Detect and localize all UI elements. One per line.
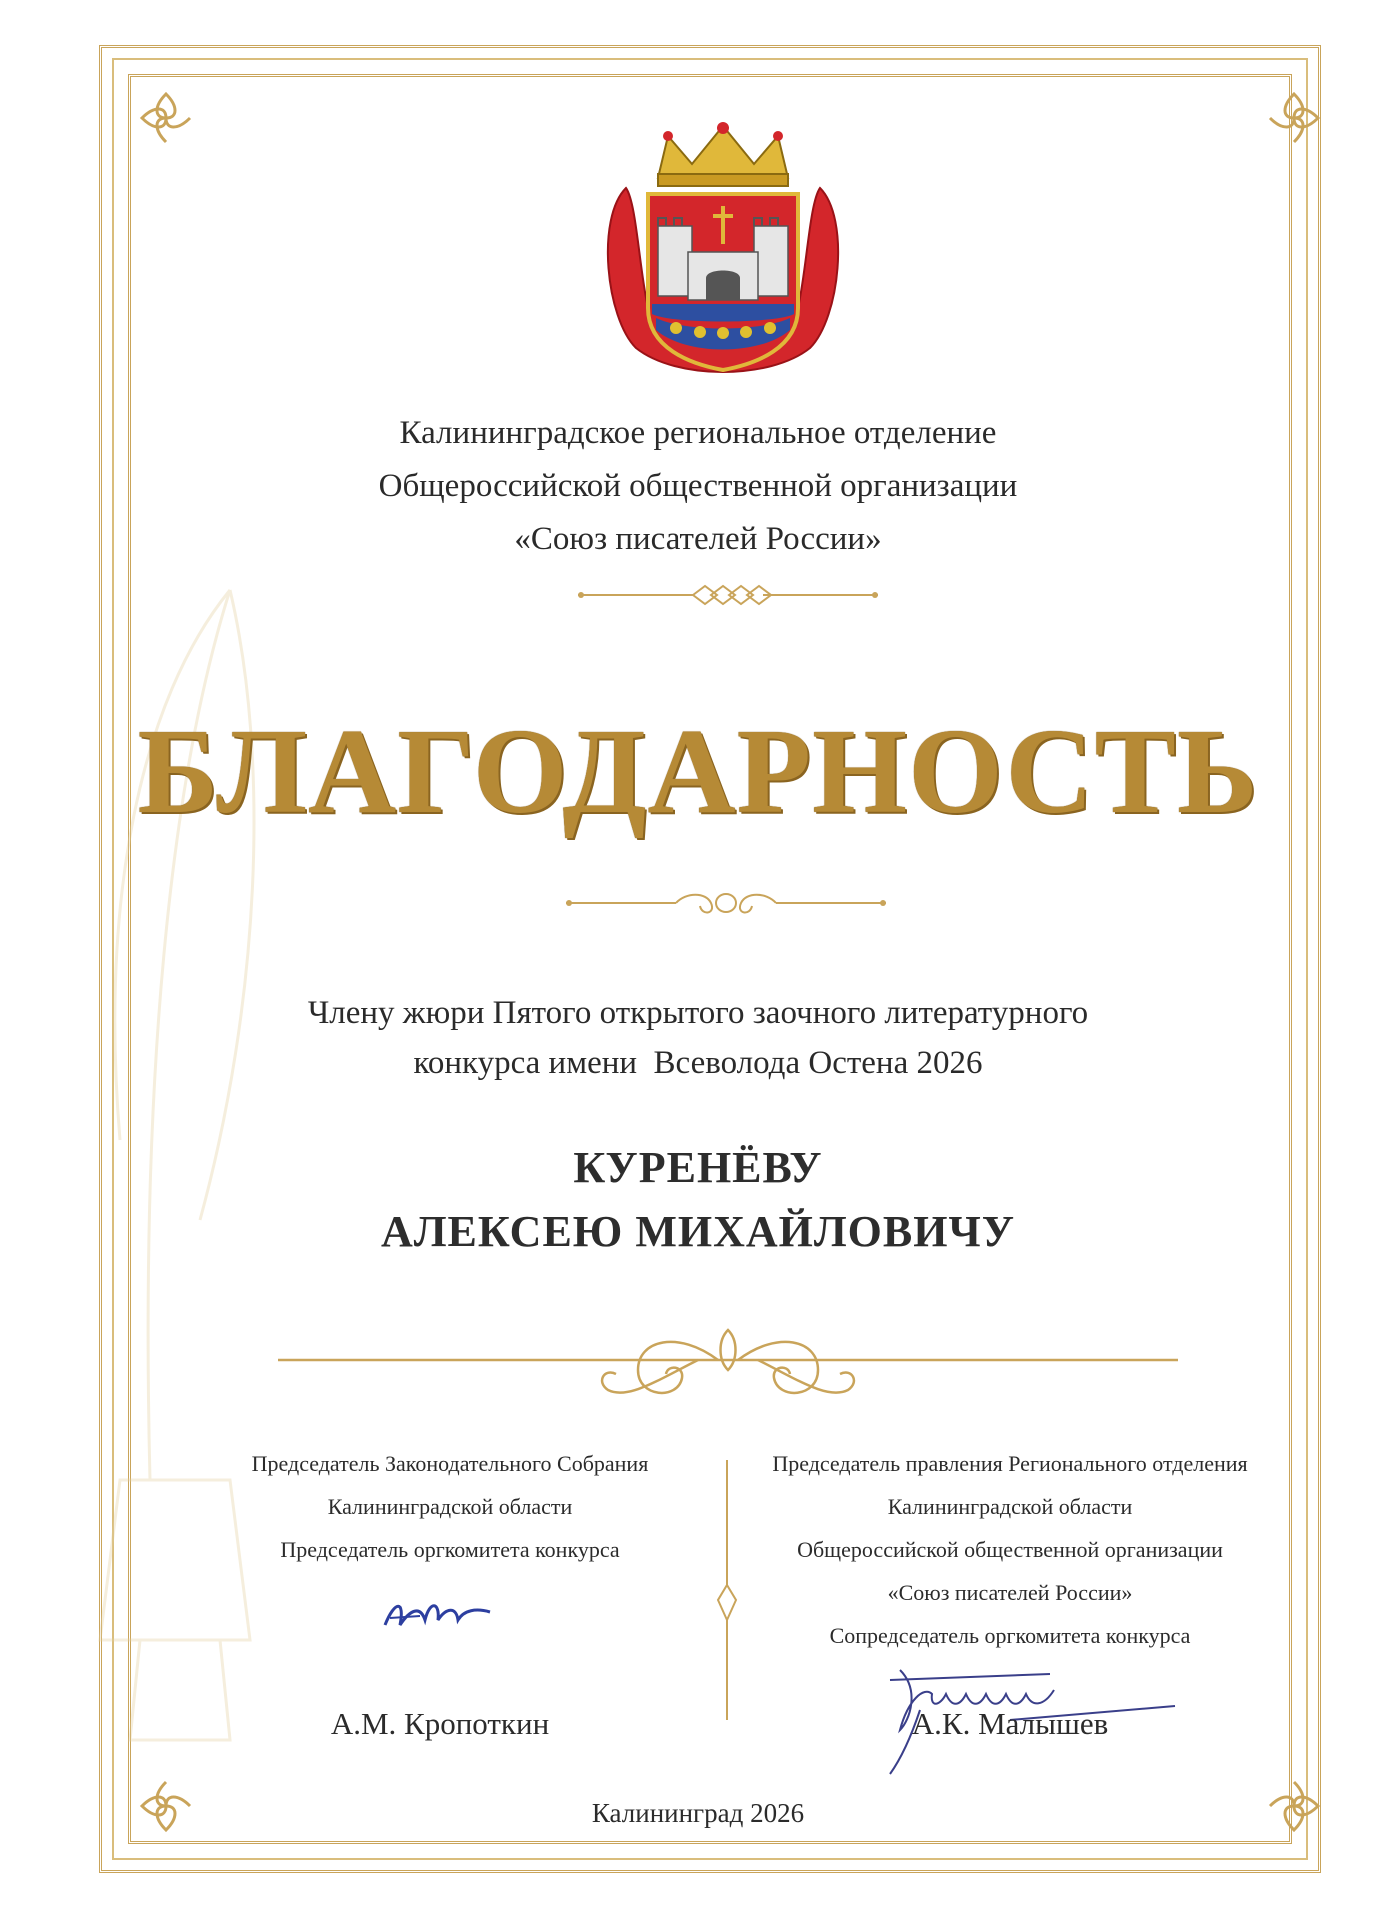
right-signatory-line-4: «Союз писателей России» bbox=[887, 1580, 1133, 1605]
dedication-line-2: конкурса имени Всеволода Остена 2026 bbox=[413, 1045, 983, 1081]
dedication-block bbox=[0, 988, 1396, 1088]
recipient-given-names: АЛЕКСЕЮ МИХАЙЛОВИЧУ bbox=[380, 1207, 1016, 1256]
page-title: БЛАГОДАРНОСТЬ bbox=[137, 704, 1259, 839]
left-signatory-line-2: Калининградской области bbox=[327, 1494, 573, 1519]
right-signatory-block bbox=[760, 1442, 1260, 1657]
city-year: Калининград 2026 bbox=[591, 1798, 805, 1828]
right-signatory-name: А.К. Малышев bbox=[911, 1706, 1109, 1741]
right-signatory-line-3: Общероссийской общественной организации bbox=[797, 1537, 1223, 1562]
organization-block bbox=[0, 407, 1396, 566]
organization-line-2: Общероссийской общественной организации bbox=[378, 468, 1018, 504]
organization-line-3: «Союз писателей России» bbox=[514, 521, 882, 557]
coat-of-arms-icon bbox=[596, 118, 850, 380]
right-signatory-line-5: Сопредседатель оргкомитета конкурса bbox=[829, 1623, 1191, 1648]
divider-scroll-icon bbox=[566, 886, 886, 920]
left-signature-icon bbox=[380, 1590, 495, 1640]
divider-flourish-icon bbox=[278, 1320, 1178, 1410]
corner-ornament-icon bbox=[134, 86, 198, 150]
title-container bbox=[0, 702, 1396, 852]
recipient-block bbox=[0, 1136, 1396, 1264]
left-signatory-line-1: Председатель Законодательного Собрания bbox=[251, 1451, 649, 1476]
vertical-divider-icon bbox=[712, 1460, 742, 1720]
corner-ornament-icon bbox=[1262, 86, 1326, 150]
left-signatory-line-3: Председатель оргкомитета конкурса bbox=[280, 1537, 620, 1562]
organization-line-1: Калининградское региональное отделение bbox=[399, 415, 997, 451]
divider-ornament-icon bbox=[578, 582, 878, 608]
left-signatory-name: А.М. Кропоткин bbox=[330, 1706, 550, 1741]
right-signatory-line-1: Председатель правления Регионального отделения bbox=[772, 1451, 1248, 1476]
dedication-line-1: Члену жюри Пятого открытого заочного литературного bbox=[307, 995, 1089, 1031]
right-signatory-line-2: Калининградской области bbox=[887, 1494, 1133, 1519]
left-signatory-block bbox=[230, 1442, 670, 1571]
recipient-surname: КУРЕНЁВУ bbox=[573, 1143, 823, 1192]
